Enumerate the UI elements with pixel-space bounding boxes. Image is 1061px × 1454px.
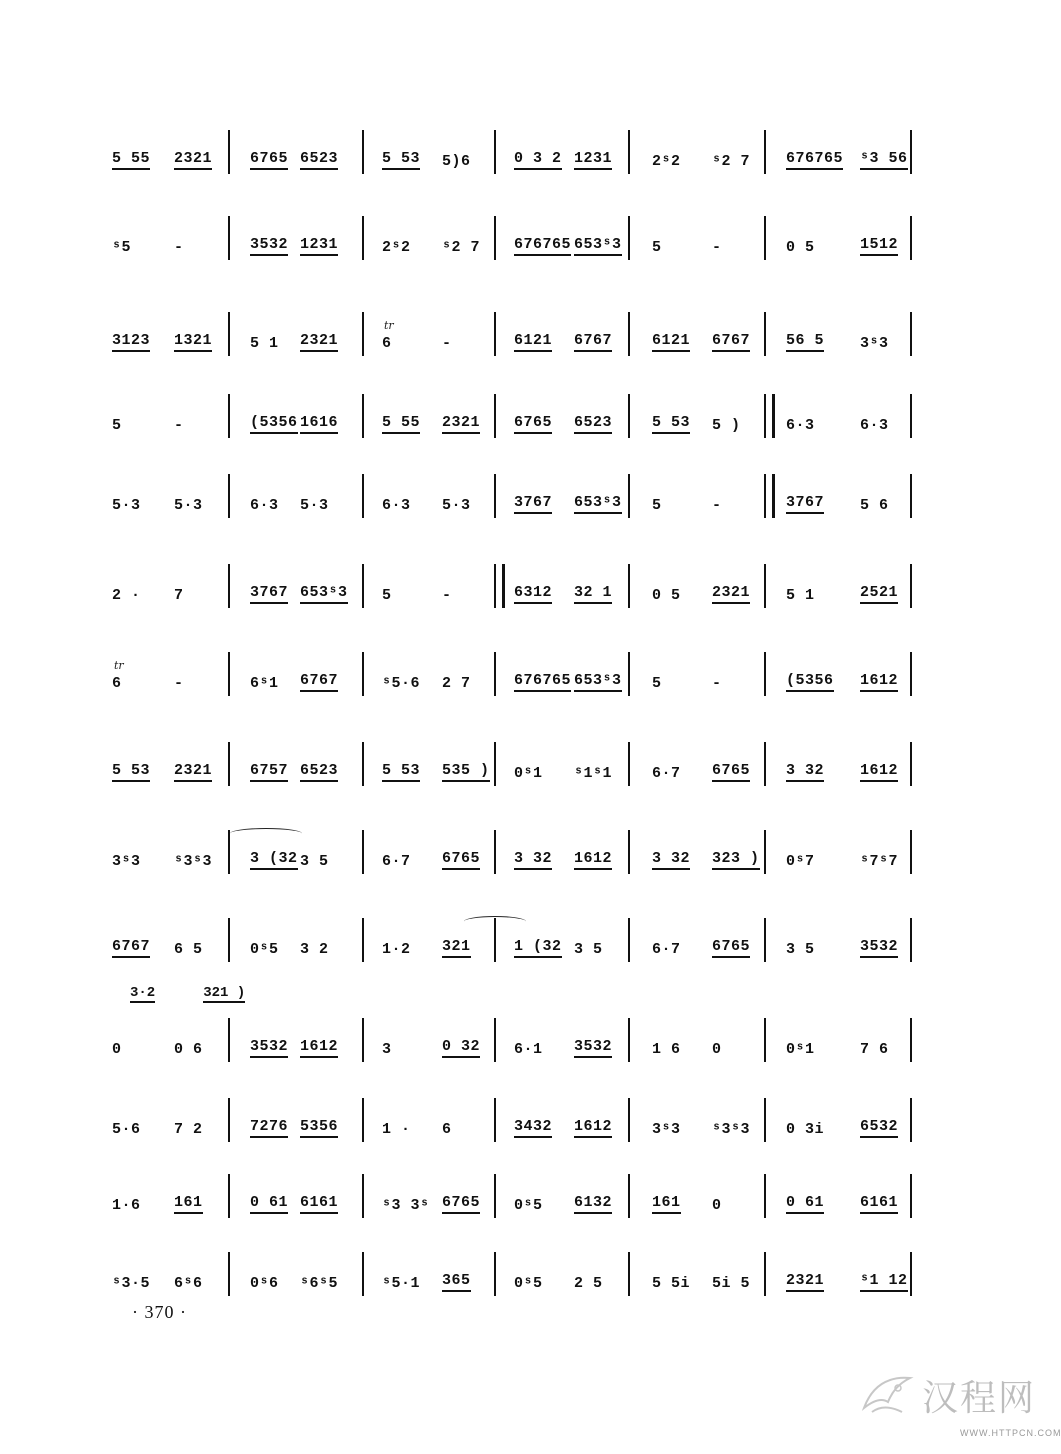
phrase-slur [464, 916, 526, 927]
score-line [112, 300, 922, 370]
barline [764, 312, 766, 356]
barline [362, 1018, 364, 1062]
barline [628, 1018, 630, 1062]
barline [910, 742, 912, 786]
note-text: 5 53 [382, 762, 420, 782]
note-text: 2 7 [442, 675, 471, 692]
note-text: 0 [112, 1041, 122, 1058]
note-text: 6767 [574, 332, 612, 352]
note-text: 6757 [250, 762, 288, 782]
note-text: 1·2 [382, 941, 411, 958]
note-text: (5356 [786, 672, 834, 692]
score-line [112, 818, 922, 888]
barline [362, 130, 364, 174]
barline [910, 830, 912, 874]
barline [628, 564, 630, 608]
score-line [112, 1006, 922, 1076]
barline [628, 216, 630, 260]
score-line [112, 204, 922, 274]
note-text: 3ˢ3 [112, 853, 141, 870]
note-text: 0 3 2 [514, 150, 562, 170]
note-text: 5 55 [382, 414, 420, 434]
barline [764, 1174, 766, 1218]
score-line [112, 906, 922, 976]
barline [228, 564, 230, 608]
barline [228, 474, 230, 518]
note-text: 6523 [300, 762, 338, 782]
note-text: 3 5 [786, 941, 815, 958]
note-text: 6523 [574, 414, 612, 434]
note-text: 5 53 [382, 150, 420, 170]
note-text: 3 (32 [250, 850, 298, 870]
watermark-logo-icon [858, 1368, 918, 1420]
barline [628, 1098, 630, 1142]
barline [228, 652, 230, 696]
note-text: 5 [652, 675, 662, 692]
note-text: - [442, 587, 452, 604]
note-text: 0 61 [250, 1194, 288, 1214]
note-text: 3767 [786, 494, 824, 514]
note-text: 1616 [300, 414, 338, 434]
barline [628, 130, 630, 174]
note-text: 5 [652, 497, 662, 514]
note-text: ˢ2 7 [442, 239, 481, 256]
note-text: 3 2 [300, 941, 329, 958]
repeat-barline [764, 394, 775, 438]
note-text: 1231 [300, 236, 338, 256]
note-text: 365 [442, 1272, 471, 1292]
score-line [112, 552, 922, 622]
barline [494, 652, 496, 696]
score-extra-line [130, 985, 293, 1001]
note-text: 1512 [860, 236, 898, 256]
note-text: 2321 [442, 414, 480, 434]
barline [628, 1252, 630, 1296]
note-text: 6·7 [382, 853, 411, 870]
barline [228, 216, 230, 260]
note-text: 5 53 [652, 414, 690, 434]
note-text: 2321 [174, 762, 212, 782]
note-text: 5i 5 [712, 1275, 751, 1292]
barline [628, 474, 630, 518]
barline [362, 918, 364, 962]
barline [764, 1252, 766, 1296]
note-text: 0 61 [786, 1194, 824, 1214]
barline [228, 1174, 230, 1218]
watermark-text: 汉程网 [922, 1378, 1037, 1419]
note-text: 1612 [860, 762, 898, 782]
note-text: 6·1 [514, 1041, 543, 1058]
note-text: 2521 [860, 584, 898, 604]
barline [494, 312, 496, 356]
note-text: 1 (32 [514, 938, 562, 958]
note-text: 0 5 [786, 239, 815, 256]
note-text: 6·3 [382, 497, 411, 514]
barline [362, 1252, 364, 1296]
note-text: 3ˢ3 [860, 335, 889, 352]
note-text: 3 32 [652, 850, 690, 870]
note-text: 5 [112, 417, 122, 434]
note-text: ˢ6ˢ5 [300, 1275, 339, 1292]
barline [628, 652, 630, 696]
barline [362, 830, 364, 874]
barline [910, 312, 912, 356]
note-text: 6765 [442, 1194, 480, 1214]
score-line [112, 1086, 922, 1156]
note-text: ˢ5·6 [382, 675, 421, 692]
note-text: 56 5 [786, 332, 824, 352]
barline [228, 394, 230, 438]
note-text: 3532 [860, 938, 898, 958]
barline [494, 1018, 496, 1062]
note-text: - [174, 675, 184, 692]
note-text: 3 [382, 1041, 392, 1058]
note-text: 3 32 [786, 762, 824, 782]
note-text: 7 6 [860, 1041, 889, 1058]
note-text: 0 [712, 1197, 722, 1214]
note-text: 3 5 [574, 941, 603, 958]
note-text: - [712, 675, 722, 692]
barline [764, 216, 766, 260]
barline [494, 394, 496, 438]
note-text: 1612 [574, 850, 612, 870]
note-text: 1612 [300, 1038, 338, 1058]
note-text: 5 53 [112, 762, 150, 782]
note-text: 7 [174, 587, 184, 604]
note-text: 0ˢ5 [250, 941, 279, 958]
barline [910, 564, 912, 608]
barline [628, 312, 630, 356]
note-text: - [712, 239, 722, 256]
note-text: 6·3 [786, 417, 815, 434]
score-line [112, 640, 922, 710]
watermark-url: WWW.HTTPCN.COM [960, 1428, 1061, 1438]
note-text: ˢ3 56 [860, 150, 908, 170]
barline [494, 1098, 496, 1142]
note-text: 653ˢ3 [300, 584, 348, 604]
extra-note-2: 321 ) [203, 985, 246, 1001]
note-text: 0 32 [442, 1038, 480, 1058]
note-text: 676765 [514, 236, 571, 256]
note-text: 5·3 [112, 497, 141, 514]
note-text: 323 ) [712, 850, 760, 870]
note-text: 535 ) [442, 762, 490, 782]
note-text: 6312 [514, 584, 552, 604]
note-text: 161 [652, 1194, 681, 1214]
barline [764, 564, 766, 608]
note-text: 32 1 [574, 584, 612, 604]
note-text: 6161 [300, 1194, 338, 1214]
note-text: 0ˢ5 [514, 1197, 543, 1214]
note-text: ˢ1 12 [860, 1272, 908, 1292]
note-text: 3123 [112, 332, 150, 352]
barline [362, 394, 364, 438]
barline [764, 918, 766, 962]
barline [628, 830, 630, 874]
note-text: 676765 [514, 672, 571, 692]
trill-ornament: tr [384, 319, 394, 332]
note-text: 0 [712, 1041, 722, 1058]
note-text: 0ˢ7 [786, 853, 815, 870]
note-text: 6161 [860, 1194, 898, 1214]
note-text: ˢ2 7 [712, 153, 751, 170]
note-text: 2ˢ2 [652, 153, 681, 170]
barline [362, 564, 364, 608]
barline [910, 216, 912, 260]
note-text: 1·6 [112, 1197, 141, 1214]
score-line [112, 118, 922, 188]
note-text: - [442, 335, 452, 352]
barline [910, 130, 912, 174]
barline [362, 742, 364, 786]
note-text: 1321 [174, 332, 212, 352]
note-text: 5 [382, 587, 392, 604]
note-text: 6121 [652, 332, 690, 352]
barline [628, 1174, 630, 1218]
note-text: 0 6 [174, 1041, 203, 1058]
note-text: 5 1 [786, 587, 815, 604]
note-text: 3ˢ3 [652, 1121, 681, 1138]
barline [228, 742, 230, 786]
note-text: ˢ3 3ˢ [382, 1197, 430, 1214]
barline [494, 130, 496, 174]
note-text: 6·3 [860, 417, 889, 434]
note-text: ˢ7ˢ7 [860, 853, 899, 870]
note-text: 6532 [860, 1118, 898, 1138]
note-text: ˢ5·1 [382, 1275, 421, 1292]
barline [362, 474, 364, 518]
score-line [112, 730, 922, 800]
barline [910, 652, 912, 696]
note-text: 6·3 [250, 497, 279, 514]
note-text: 3532 [250, 236, 288, 256]
note-text: 676765 [786, 150, 843, 170]
note-text: 1612 [860, 672, 898, 692]
note-text: ˢ3ˢ3 [712, 1121, 751, 1138]
barline [494, 474, 496, 518]
note-text: 6 [382, 335, 392, 352]
note-text: 5 [652, 239, 662, 256]
note-text: 2321 [174, 150, 212, 170]
note-text: 6765 [712, 938, 750, 958]
barline [494, 1252, 496, 1296]
note-text: - [712, 497, 722, 514]
note-text: 6767 [300, 672, 338, 692]
note-text: 6767 [112, 938, 150, 958]
score-line [112, 382, 922, 452]
note-text: 6767 [712, 332, 750, 352]
trill-ornament: tr [114, 659, 124, 672]
page-number: · 370 · [132, 1302, 187, 1322]
note-text: 1 6 [652, 1041, 681, 1058]
note-text: 3432 [514, 1118, 552, 1138]
note-text: 5·6 [112, 1121, 141, 1138]
barline [228, 130, 230, 174]
barline [228, 918, 230, 962]
note-text: 0 5 [652, 587, 681, 604]
note-text: 5·3 [174, 497, 203, 514]
score-line [112, 1162, 922, 1232]
barline [494, 216, 496, 260]
note-text: 5·3 [442, 497, 471, 514]
note-text: 0 3i [786, 1121, 825, 1138]
note-text: 6121 [514, 332, 552, 352]
repeat-barline [764, 474, 775, 518]
note-text: 6765 [514, 414, 552, 434]
note-text: 6ˢ1 [250, 675, 279, 692]
note-text: 161 [174, 1194, 203, 1214]
note-text: 2321 [300, 332, 338, 352]
barline [628, 742, 630, 786]
barline [764, 130, 766, 174]
note-text: ˢ3·5 [112, 1275, 151, 1292]
note-text: 5 ) [712, 417, 741, 434]
note-text: 5·3 [300, 497, 329, 514]
note-text: 6ˢ6 [174, 1275, 203, 1292]
note-text: (5356 [250, 414, 298, 434]
barline [910, 918, 912, 962]
barline [362, 216, 364, 260]
note-text: 2ˢ2 [382, 239, 411, 256]
note-text: 653ˢ3 [574, 494, 622, 514]
note-text: 2321 [786, 1272, 824, 1292]
barline [764, 1098, 766, 1142]
note-text: ˢ5 [112, 239, 132, 256]
note-text: 1612 [574, 1118, 612, 1138]
extra-note-1: 3·2 [130, 985, 156, 1001]
note-text: 3532 [574, 1038, 612, 1058]
barline [362, 1174, 364, 1218]
barline [764, 830, 766, 874]
note-text: 5 5i [652, 1275, 691, 1292]
note-text: 6·7 [652, 941, 681, 958]
barline [362, 312, 364, 356]
note-text: ˢ3ˢ3 [174, 853, 213, 870]
note-text: 6765 [250, 150, 288, 170]
barline [910, 1252, 912, 1296]
note-text: 7276 [250, 1118, 288, 1138]
score-line [112, 462, 922, 532]
barline [494, 742, 496, 786]
barline [494, 1174, 496, 1218]
barline [228, 1018, 230, 1062]
note-text: 6·7 [652, 765, 681, 782]
repeat-barline [494, 564, 505, 608]
note-text: 6 [112, 675, 122, 692]
note-text: - [174, 417, 184, 434]
note-text: 5 55 [112, 150, 150, 170]
note-text: 0ˢ5 [514, 1275, 543, 1292]
note-text: 5)6 [442, 153, 471, 170]
barline [628, 394, 630, 438]
note-text: 0ˢ1 [514, 765, 543, 782]
barline [910, 1018, 912, 1062]
note-text: 6523 [300, 150, 338, 170]
barline [362, 1098, 364, 1142]
barline [228, 1252, 230, 1296]
note-text: - [174, 239, 184, 256]
barline [228, 1098, 230, 1142]
barline [910, 1098, 912, 1142]
note-text: 0ˢ1 [786, 1041, 815, 1058]
phrase-slur [230, 828, 302, 839]
note-text: 6 5 [174, 941, 203, 958]
note-text: 653ˢ3 [574, 672, 622, 692]
note-text: 1231 [574, 150, 612, 170]
note-text: 653ˢ3 [574, 236, 622, 256]
note-text: 5 1 [250, 335, 279, 352]
note-text: 5 6 [860, 497, 889, 514]
note-text: 6765 [442, 850, 480, 870]
barline [910, 394, 912, 438]
note-text: ˢ1ˢ1 [574, 765, 613, 782]
barline [764, 742, 766, 786]
note-text: 6765 [712, 762, 750, 782]
note-text: 2321 [712, 584, 750, 604]
note-text: 7 2 [174, 1121, 203, 1138]
note-text: 6 [442, 1121, 452, 1138]
barline [628, 918, 630, 962]
note-text: 3 5 [300, 853, 329, 870]
barline [910, 1174, 912, 1218]
note-text: 3532 [250, 1038, 288, 1058]
note-text: 3 32 [514, 850, 552, 870]
note-text: 3767 [250, 584, 288, 604]
barline [228, 312, 230, 356]
note-text: 2 · [112, 587, 141, 604]
barline [764, 1018, 766, 1062]
score-line [112, 1240, 922, 1310]
note-text: 0ˢ6 [250, 1275, 279, 1292]
note-text: 2 5 [574, 1275, 603, 1292]
note-text: 1 · [382, 1121, 411, 1138]
barline [494, 830, 496, 874]
note-text: 3767 [514, 494, 552, 514]
note-text: 5356 [300, 1118, 338, 1138]
barline [362, 652, 364, 696]
barline [764, 652, 766, 696]
barline [910, 474, 912, 518]
note-text: 6132 [574, 1194, 612, 1214]
note-text: 321 [442, 938, 471, 958]
